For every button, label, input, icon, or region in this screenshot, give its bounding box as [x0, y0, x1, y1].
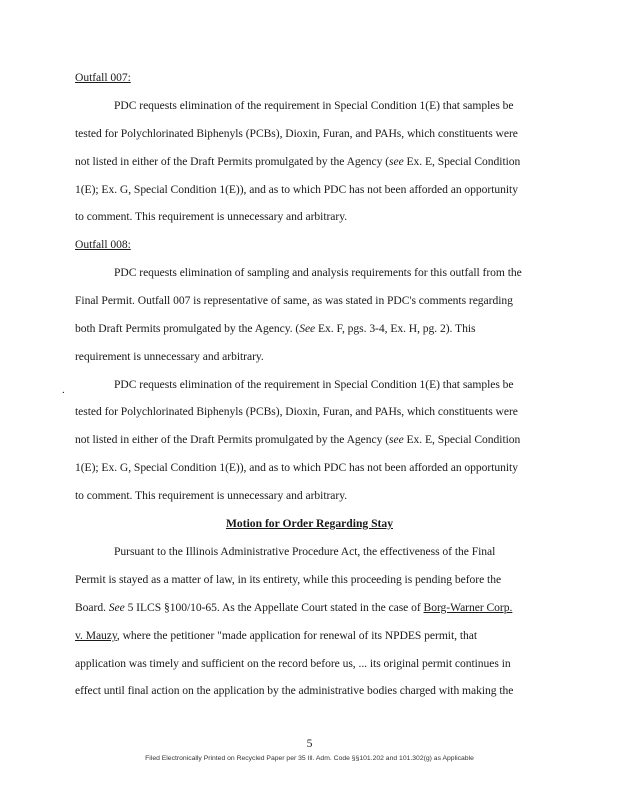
motion-line-6: effect until final action on the application by the administrative bodies charged with making the — [75, 684, 514, 697]
outfall-008-p2-line-1: PDC requests elimination of the requirement in Special Condition 1(E) that samples be — [114, 378, 514, 391]
motion-line-2: Permit is stayed as a matter of law, in its entirety, while this proceeding is pending before the — [75, 573, 502, 586]
outfall-007-line-4: 1(E); Ex. G, Special Condition 1(E)), and as to which PDC has not been afforded an opportunity — [75, 183, 518, 196]
outfall-007-line-1: PDC requests elimination of the requirement in Special Condition 1(E) that samples be — [114, 99, 514, 112]
page-number: 5 — [306, 737, 313, 750]
outfall-007-line-5: to comment. This requirement is unnecessary and arbitrary. — [75, 210, 348, 223]
motion-line-3: Board. See 5 ILCS §100/10-65. As the Appellate Court stated in the case of Borg-Warner Corp. — [75, 601, 513, 614]
outfall-007-line-3: not listed in either of the Draft Permits promulgated by the Agency (see Ex. E, Special Condition — [75, 155, 521, 168]
outfall-008-p2-line-5: to comment. This requirement is unnecessary and arbitrary. — [75, 489, 348, 502]
filing-footer: Filed Electronically Printed on Recycled Paper per 35 Ill. Adm. Code §§101.202 and 101.302(g) as Applicable — [145, 755, 474, 762]
motion-heading: Motion for Order Regarding Stay — [225, 517, 394, 530]
motion-line-5: application was timely and sufficient on the record before us, ... its original permit continues in — [75, 657, 511, 670]
outfall-007-heading: Outfall 007: — [75, 71, 131, 84]
outfall-008-p1-line-1: PDC requests elimination of sampling and analysis requirements for this outfall from the — [114, 266, 522, 279]
motion-line-1: Pursuant to the Illinois Administrative Procedure Act, the effectiveness of the Final — [114, 545, 496, 558]
outfall-008-heading: Outfall 008: — [75, 238, 131, 251]
case-name-borg-warner: Borg-Warner Corp. — [423, 601, 513, 614]
outfall-008-p1-line-3: both Draft Permits promulgated by the Agency. (See Ex. F, pgs. 3-4, Ex. H, pg. 2). This — [75, 322, 476, 335]
outfall-007-line-2: tested for Polychlorinated Biphenyls (PCBs), Dioxin, Furan, and PAHs, which constituents were — [75, 127, 518, 140]
outfall-008-p1-line-4: requirement is unnecessary and arbitrary. — [75, 350, 264, 363]
outfall-008-p2-line-4: 1(E); Ex. G, Special Condition 1(E)), and as to which PDC has not been afforded an opportunity — [75, 461, 518, 474]
outfall-008-p2-line-3: not listed in either of the Draft Permits promulgated by the Agency (see Ex. E, Special Condition — [75, 433, 521, 446]
stray-mark: . — [62, 384, 65, 396]
outfall-008-p2-line-2: tested for Polychlorinated Biphenyls (PCBs), Dioxin, Furan, and PAHs, which constituents were — [75, 405, 518, 418]
motion-line-4: v. Mauzy, where the petitioner "made application for renewal of its NPDES permit, that — [75, 629, 478, 642]
outfall-008-p1-line-2: Final Permit. Outfall 007 is representative of same, as was stated in PDC's comments regarding — [75, 294, 513, 307]
case-name-mauzy: v. Mauzy — [75, 629, 117, 642]
